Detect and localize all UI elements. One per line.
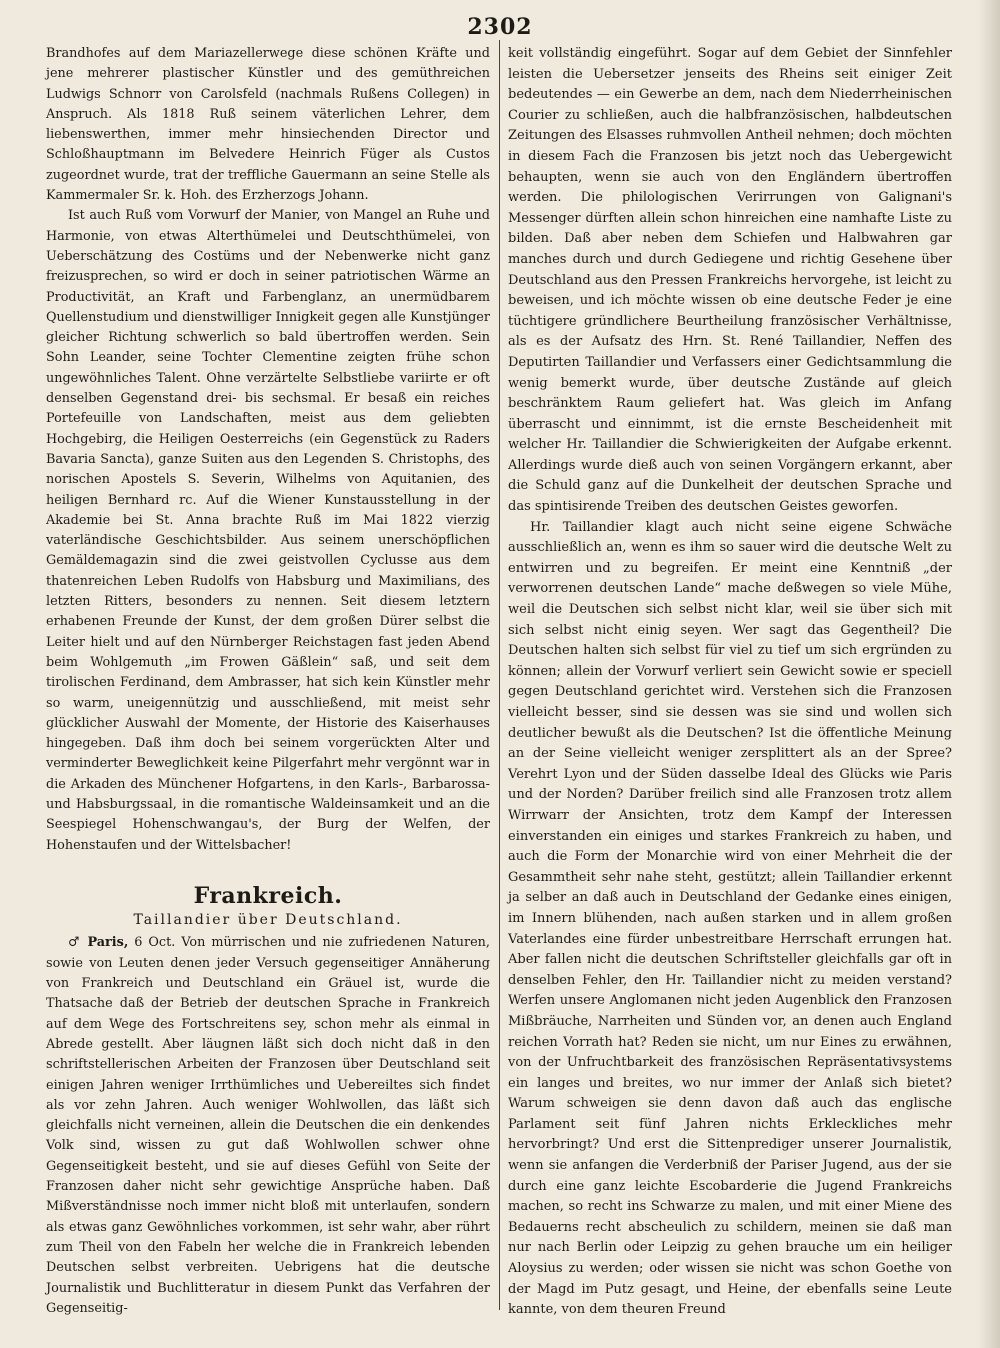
left-paragraph-1: Brandhofes auf dem Mariazellerwege diese schönen Kräfte und jene mehrerer plastischer Künstler und des gemüthreichen Ludwigs Schnorr von Carolsfeld (nachmals Rußens Collegen) in Anspruch. Als 1818 Ruß seinem väterlichen Lehrer, dem liebenswerthen, immer mehr hinsiechenden Director und Schloßhauptmann im Belvedere Heinrich Füger als Custos zugeordnet wurde, trat der treffliche Gauermann an seine Stelle als Kammermaler Sr. k. Hoh. des Erzherzogs Johann. [46, 46, 490, 204]
dateline-place: Paris, [87, 935, 129, 951]
page-number: 2302 [467, 14, 533, 40]
correspondent-mark-icon: ♂ [68, 935, 82, 951]
article-subtitle: Taillandier über Deutschland. [133, 912, 403, 929]
section-title: Frankreich. [193, 882, 343, 909]
right-column [508, 44, 952, 1321]
right-paragraph-1: keit vollständig eingeführt. Sogar auf dem Gebiet der Sinnfehler leisten die Uebersetzer jenseits des Rheins seit einiger Zeit bedeutendes — ein Gewerbe an dem, nach dem Niederrheinischen Courier zu schließen, auch die halbfranzösischen, halbdeutschen Zeitungen des Elsasses ruhmvollen Antheil nehmen; doch möchten in diesem Fach die Franzosen bis jetzt noch das Uebergewicht behaupten, wenn sie auch von den Engländern übertroffen werden. Die philologischen Verirrungen von Galignani's Messenger dürften allein schon hinreichen eine namhafte Liste zu bilden. Daß aber neben dem Schiefen und Halbwahren gar manches durch und durch Gediegene und richtig Gesehene über Deutschland aus den Pressen Frankreichs hervorgehe, ist leicht zu beweisen, und ich möchte wissen ob eine deutsche Feder je eine tüchtigere gründlichere Beurtheilung französischer Verhältnisse, als es der Aufsatz des Hrn. St. René Taillandier, Neffen des Deputirten Taillandier und Verfassers einer Gedichtsammlung die wenig bemerkt wurde, über deutsche Zustände auf gleich beschränktem Raum geliefert hat. Was gleich im Anfang überrascht und einnimmt, ist die ernste Bescheidenheit mit welcher Hr. Taillandier die Schwierigkeiten der Aufgabe erkennt. Allerdings wurde dieß auch von seinen Vorgängern erkannt, aber die Schuld ganz auf die Dunkelheit der deutschen Sprache und das spintisirende Treiben des deutschen Geistes geworfen. [508, 46, 952, 515]
left-paragraph-3 [46, 933, 490, 1319]
right-paragraph-2: Hr. Taillandier klagt auch nicht seine eigene Schwäche ausschließlich an, wenn es ihm so sauer wird die deutsche Welt zu entwirren und zu begreifen. Er meint eine Kenntniß „der verworrenen deutschen Lande“ mache deßwegen so viele Mühe, weil die Deutschen sich selbst nicht klar, weil sie über sich mit sich selbst nicht einig seyen. Wer sagt das Gegentheil? Die Deutschen halten sich selbst für viel zu tief um sich ergründen zu können; allein der Vorwurf verliert sein Gewicht sowie er speciell gegen Deutschland gerichtet wird. Verstehen sich die Franzosen vielleicht besser, sind sie dessen was sie sind und wollen sich deutlicher bewußt als die Deutschen? Ist die öffentliche Meinung an der Seine vielleicht weniger zersplittert als an der Spree? Verehrt Lyon und der Süden dasselbe Ideal des Glücks wie Paris und der Norden? Darüber freilich sind alle Franzosen trotz allem Wirrwarr der Ansichten, trotz dem Kampf der Interessen einverstanden ein einiges und starkes Frankreich zu haben, und auch die Form der Monarchie wird von einer Mehrheit die der Gesammtheit sehr nahe steht, gestützt; allein Taillandier erkennt ja selber an daß auch in Deutschland der Gedanke eines einigen, im Innern blühenden, nach außen starken und in allem großen Vaterlandes eine fürder unbestreitbare Herrschaft errungen hat. Aber fallen nicht die deutschen Schriftsteller gleichfalls gar oft in denselben Fehler, den Hr. Taillandier nicht zu meiden verstand? Werfen unsere Anglomanen nicht jeden Augenblick den Franzosen Mißbräuche, Narrheiten und Sünden vor, an denen auch England reichen Vorrath hat? Reden sie nicht, um nur Eines zu erwähnen, von der Unfruchtbarkeit des französischen Repräsentativsystems ein langes und breites, wo nur immer der Anlaß sich bietet? Warum schweigen sie denn davon daß auch das englische Parlament seit fünf Jahren nichts Erkleckliches mehr hervorbringt? Und erst die Sittenprediger unserer Journalistik, wenn sie anfangen die Verderbniß der Pariser Jugend, aus der sie durch eine ganz leichte Escobarderie die Jugend Frankreichs machen, so recht ins Schwarze zu malen, und mit einer Miene des Bedauerns recht abscheulich zu schildern, meinen sie daß man nur nach Berlin oder Leipzig zu gehen brauche um ein heiliger Aloysius zu werden; oder wissen sie nicht was schon Goethe von der Magd im Putz gesagt, und Heine, der ebenfalls seine Leute kannte, von dem theuren Freund [508, 519, 952, 1318]
left-paragraph-2: Ist auch Ruß vom Vorwurf der Manier, von Mangel an Ruhe und Harmonie, von etwas Alterthümelei und Deutschthümelei, von Ueberschätzung des Costüms und der Nebenwerke nicht ganz freizusprechen, so wird er doch in seiner patriotischen Wärme an Productivität, an Kraft und Farbenglanz, an unermüdbarem Quellenstudium und dienstwilliger Innigkeit gegen alle Kunstjünger gleicher Richtung schwerlich so bald übertroffen werden. Sein Sohn Leander, seine Tochter Clementine zeigten frühe schon ungewöhnliches Talent. Ohne verzärtelte Selbstliebe variirte er oft denselben Gegenstand drei- bis sechsmal. Er besaß ein reiches Portefeuille von Landschaften, meist aus dem geliebten Hochgebirg, die Heiligen Oesterreichs (ein Gegenstück zu Raders Bavaria Sancta), ganze Suiten aus den Legenden S. Christophs, des norischen Apostels S. Severin, Wilhelms von Aquitanien, des heiligen Bernhard rc. Auf die Wiener Kunstausstellung in der Akademie bei St. Anna brachte Ruß im Mai 1822 vierzig vaterländische Geschichtsbilder. Aus seinem unerschöpflichen Gemäldemagazin sind die zwei geistvollen Cyclusse aus dem thatenreichen Leben Rudolfs von Habsburg und Maximilians, des letzten Ritters, besonders zu nennen. Seit diesem letztern erhabenen Freunde der Kunst, der dem großen Dürer selbst die Leiter hielt und auf den Nürnberger Reichstagen fast jeden Abend beim Wohlgemuth „im Frowen Gäßlein“ saß, und seit dem tirolischen Ferdinand, dem Ambrasser, hat sich kein Künstler mehr so warm, uneigennützig und ausschließend, mit meist sehr glücklicher Auswahl der Momente, der Historie des Kaiserhauses hingegeben. Daß ihm doch bei seinem vorgerückten Alter und verminderter Beweglichkeit keine Pilgerfahrt mehr vergönnt war in die Arkaden des Münchener Hofgartens, in den Karls-, Barbarossa- und Habsburgssaal, in die romantische Waldeinsamkeit und an die Seespiegel Hohenschwangau's, der Burg der Welfen, der Hohenstaufen und der Wittelsbacher! [46, 208, 490, 853]
page-edge-shadow [978, 0, 1000, 1348]
left-paragraph-3-text: Von mürrischen und nie zufriedenen Naturen, sowie von Leuten denen jeder Versuch gegenseitiger Annäherung von Frankreich und Deutschland ein Gräuel ist, wurde die Thatsache daß der Betrieb der deutschen Sprache in Frankreich auf dem Wege des Fortschreitens sey, schon mehr als einmal in Abrede gestellt. Aber läugnen läßt sich doch nicht daß in den schriftstellerischen Arbeiten der Franzosen über Deutschland seit einigen Jahren weniger Irrthümliches und Uebereiltes sich findet als vor zehn Jahren. Auch weniger Wohlwollen, das läßt sich gleichfalls nicht verneinen, allein die Deutschen die ein denkendes Volk sind, wissen zu gut daß Wohlwollen schwer ohne Gegenseitigkeit besteht, und sie auf dieses Gefühl von Seite der Franzosen daher nicht sehr gewichtige Ansprüche haben. Daß Mißverständnisse noch immer nicht bloß mit unterlaufen, sondern als etwas ganz Gewöhnliches vorkommen, ist sehr wahr, aber rührt zum Theil von den Fabeln her welche die in Frankreich lebenden Deutschen selbst verbreiten. Uebrigens hat die deutsche Journalistik und Buchlitteratur in diesem Punkt das Verfahren der Gegenseitig- [46, 935, 490, 1316]
left-column [46, 44, 490, 1319]
column-divider [499, 40, 500, 1310]
dateline-date: 6 Oct. [128, 935, 176, 951]
